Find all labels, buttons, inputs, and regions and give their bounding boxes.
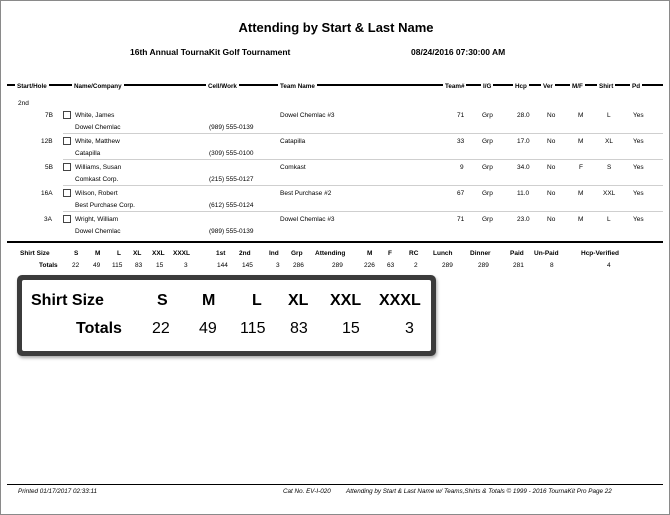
checkbox[interactable] [63, 163, 71, 171]
ver: No [547, 190, 556, 197]
shirt-header-xxxl: XXXL [173, 250, 190, 257]
ver: No [547, 216, 556, 223]
catalog-number: Cat No. EV-I-020 [283, 488, 331, 495]
start-header-2nd: 2nd [239, 250, 251, 257]
attending-label: Attending [315, 250, 346, 257]
start-header-1st: 1st [216, 250, 226, 257]
shirt: XL [605, 138, 613, 145]
phone: (989) 555-0139 [209, 228, 254, 235]
hcp-verified-label: Hcp-Verified [581, 250, 619, 257]
ig: Grp [482, 190, 493, 197]
ig: Grp [482, 164, 493, 171]
shirt-header-xxl: XXL [152, 250, 165, 257]
shirt-size-zoom-callout [17, 275, 436, 356]
unpaid-value: 8 [550, 262, 554, 269]
start-hole: 16A [41, 190, 53, 197]
team-name: Catapilla [280, 138, 306, 145]
start-hole: 5B [45, 164, 53, 171]
shirt: S [607, 164, 612, 171]
zoom-total-xl: 83 [290, 320, 308, 337]
team-name: Comkast [280, 164, 306, 171]
company-name: Dowel Chemlac [75, 228, 121, 235]
row-divider [63, 185, 663, 186]
zoom-header-s: S [157, 292, 168, 309]
mf: F [579, 164, 583, 171]
shirt-total-s: 22 [72, 262, 80, 269]
company-name: Dowel Chemlac [75, 124, 121, 131]
player-name: White, Matthew [75, 138, 120, 145]
footer-description: Attending by Start & Last Name w/ Teams,Shirts & Totals © 1999 - 2016 TournaKit Pro Page 22 [346, 488, 612, 495]
phone: (215) 555-0127 [209, 176, 254, 183]
header-hcp: Hcp [515, 83, 527, 90]
row-divider [63, 133, 663, 134]
checkbox[interactable] [63, 111, 71, 119]
zoom-header-xxl: XXL [330, 292, 362, 309]
header-team-name: Team Name [280, 83, 315, 90]
start-hole: 7B [45, 112, 53, 119]
team-number: 67 [457, 190, 465, 197]
zoom-header-l: L [252, 292, 262, 309]
paid: Yes [633, 216, 644, 223]
printed-timestamp: Printed 01/17/2017 02:33:11 [18, 488, 98, 495]
zoom-shirt-size-label: Shirt Size [31, 292, 104, 309]
row-divider [63, 159, 663, 160]
ver: No [547, 164, 556, 171]
footer-rule [7, 484, 663, 485]
team-number: 33 [457, 138, 465, 145]
checkbox[interactable] [63, 215, 71, 223]
header-name-company: Name/Company [74, 83, 122, 90]
team-number: 9 [460, 164, 464, 171]
event-name: 16th Annual TournaKit Golf Tournament [130, 47, 291, 57]
ig: Grp [482, 138, 493, 145]
header-ig: I/G [483, 83, 492, 90]
shirt: L [607, 112, 611, 119]
team-number: 71 [457, 216, 465, 223]
team-name: Best Purchase #2 [280, 190, 332, 197]
player-name: Wilson, Robert [75, 190, 118, 197]
hcp: 23.0 [517, 216, 530, 223]
lunch-value: 289 [442, 262, 453, 269]
ig: Grp [482, 216, 493, 223]
shirt-header-xl: XL [133, 250, 142, 257]
checkbox[interactable] [63, 189, 71, 197]
player-name: Wright, William [75, 216, 119, 223]
zoom-total-l: 115 [240, 320, 266, 337]
header-ver: Ver [543, 83, 553, 90]
shirt-header-s: S [74, 250, 79, 257]
shirt-total-xxxl: 3 [184, 262, 188, 269]
m-label: M [367, 250, 373, 257]
ind-value: 3 [276, 262, 280, 269]
header-start-hole: Start/Hole [17, 83, 47, 90]
company-name: Best Purchase Corp. [75, 202, 135, 209]
dinner-value: 289 [478, 262, 489, 269]
shirt-total-xxl: 15 [156, 262, 164, 269]
team-name: Dowel Chemlac #3 [280, 112, 335, 119]
hcp: 11.0 [517, 190, 530, 197]
team-name: Dowel Chemlac #3 [280, 216, 335, 223]
shirt: XXL [603, 190, 616, 197]
zoom-total-xxl: 15 [342, 320, 360, 337]
ind-label: Ind [269, 250, 279, 257]
shirt-total-xl: 83 [135, 262, 143, 269]
mf: M [578, 138, 584, 145]
company-name: Comkast Corp. [75, 176, 119, 183]
group-label: 2nd [18, 100, 29, 107]
zoom-header-m: M [202, 292, 216, 309]
shirt-header-m: M [95, 250, 101, 257]
grp-value: 286 [293, 262, 304, 269]
header-pd: Pd [632, 83, 641, 90]
mf: M [578, 216, 584, 223]
paid: Yes [633, 138, 644, 145]
team-number: 71 [457, 112, 465, 119]
paid-label: Paid [510, 250, 524, 257]
report-title: Attending by Start & Last Name [238, 20, 434, 35]
paid: Yes [633, 190, 644, 197]
dinner-label: Dinner [470, 250, 491, 257]
shirt-header-l: L [117, 250, 121, 257]
start-total-1st: 144 [217, 262, 228, 269]
ver: No [547, 138, 556, 145]
f-value: 63 [387, 262, 395, 269]
m-value: 226 [364, 262, 375, 269]
zoom-total-xxxl: 3 [405, 320, 414, 337]
start-total-2nd: 145 [242, 262, 253, 269]
start-hole: 12B [41, 138, 53, 145]
player-name: Williams, Susan [75, 164, 122, 171]
start-hole: 3A [44, 216, 52, 223]
rc-value: 2 [414, 262, 418, 269]
lunch-label: Lunch [433, 250, 453, 257]
paid-value: 281 [513, 262, 524, 269]
totals-rule [7, 241, 663, 243]
header-mf: M/F [572, 83, 583, 90]
phone: (989) 555-0139 [209, 124, 254, 131]
phone: (612) 555-0124 [209, 202, 254, 209]
mf: M [578, 112, 584, 119]
shirt-total-l: 115 [112, 262, 123, 269]
company-name: Catapilla [75, 150, 101, 157]
hcp: 28.0 [517, 112, 530, 119]
zoom-header-xl: XL [288, 292, 309, 309]
phone: (309) 555-0100 [209, 150, 254, 157]
f-label: F [388, 250, 392, 257]
zoom-callout-panel [22, 280, 431, 351]
paid: Yes [633, 112, 644, 119]
zoom-total-m: 49 [199, 320, 217, 337]
grp-label: Grp [291, 250, 303, 257]
header-team-num: Team# [445, 83, 465, 90]
attending-value: 289 [332, 262, 343, 269]
paid: Yes [633, 164, 644, 171]
header-cell-work: Cell/Work [208, 83, 237, 90]
ig: Grp [482, 112, 493, 119]
totals-label: Totals [39, 262, 58, 269]
row-divider [63, 211, 663, 212]
hcp-verified-value: 4 [607, 262, 611, 269]
zoom-header-xxxl: XXXL [379, 292, 421, 309]
ver: No [547, 112, 556, 119]
shirt-size-label: Shirt Size [20, 250, 50, 257]
checkbox[interactable] [63, 137, 71, 145]
unpaid-label: Un-Paid [534, 250, 559, 257]
zoom-total-s: 22 [152, 320, 170, 337]
mf: M [578, 190, 584, 197]
rc-label: RC [409, 250, 419, 257]
hcp: 17.0 [517, 138, 530, 145]
player-name: White, James [75, 112, 115, 119]
shirt: L [607, 216, 611, 223]
header-shirt: Shirt [599, 83, 614, 90]
zoom-totals-label: Totals [76, 320, 122, 337]
event-datetime: 08/24/2016 07:30:00 AM [411, 47, 506, 57]
hcp: 34.0 [517, 164, 530, 171]
shirt-total-m: 49 [93, 262, 101, 269]
